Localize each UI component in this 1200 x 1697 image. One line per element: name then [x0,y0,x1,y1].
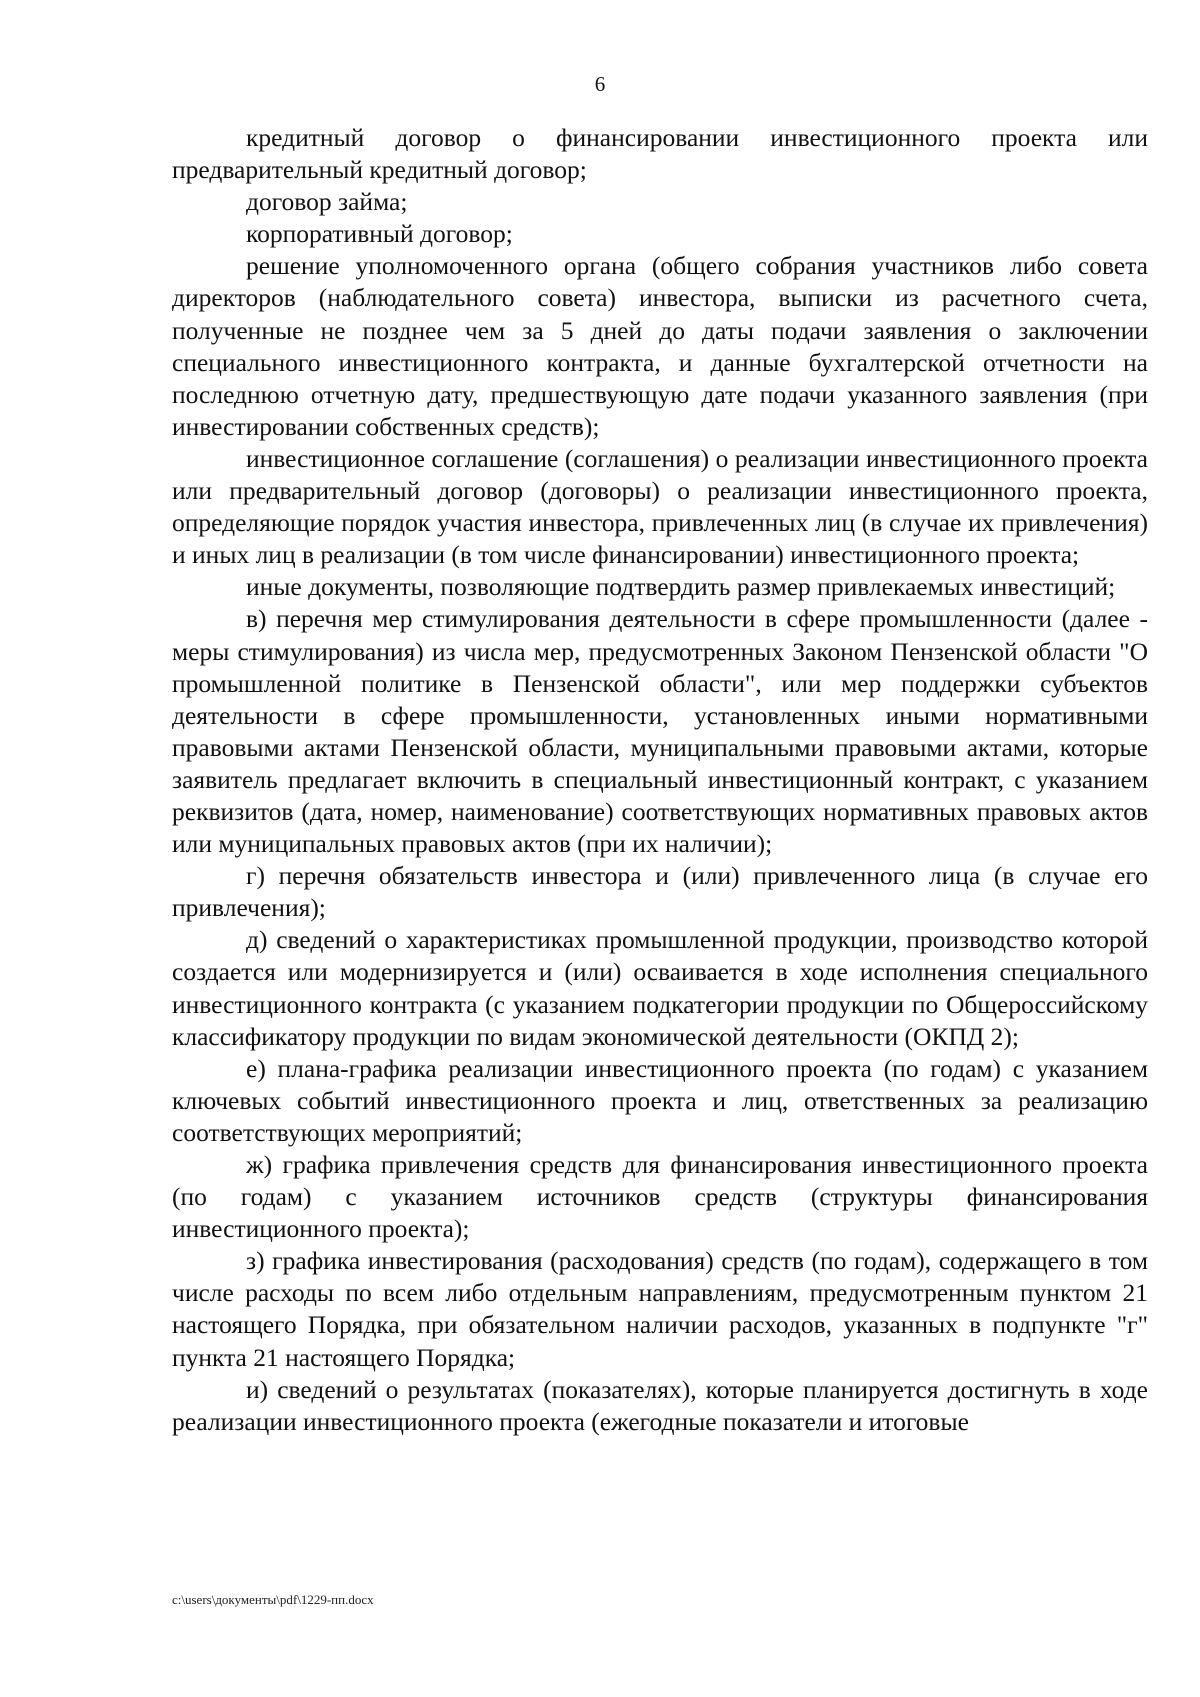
paragraph-item-e: е) плана-графика реализации инвестиционного проекта (по годам) с указанием ключевых событий инвестиционного проекта и лиц, ответственных за реализацию соответствующих мероприятий; [172,1053,1148,1147]
paragraph-item-d: д) сведений о характеристиках промышленной продукции, производство которой создается или модернизируется и (или) осваивается в ходе исполнения специального инвестиционного контракта (с указанием подкатегории продукции по Общероссийскому классификатору продукции по видам экономической деятельности (ОКПД 2); [172,925,1148,1051]
body-text [172,122,1148,1438]
paragraph-item-g: г) перечня обязательств инвестора и (или) привлеченного лица (в случае его привлечения); [172,861,1148,923]
paragraph-corporate-agreement: корпоративный договор; [246,219,513,249]
page-number: 6 [594,72,606,96]
paragraph-item-z: з) графика инвестирования (расходования) средств (по годам), содержащего в том числе расходы по всем либо отдельным направлениям, предусмотренным пунктом 21 настоящего Порядка, при обязательном наличии расходов, указанных в подпункте "г" пункта 21 настоящего Порядка; [172,1246,1148,1372]
paragraph-authorized-body-decision: решение уполномоченного органа (общего собрания участников либо совета директоров (наблюдательного совета) инвестора, выписки из расчетного счета, полученные не позднее чем за 5 дней до даты подачи заявления о заключении специального инвестиционного контракта, и данные бухгалтерской отчетности на последнюю отчетную дату, предшествующую дате подачи указанного заявления (при инвестировании собственных средств); [172,251,1148,441]
footer-file-path: c:\users\документы\pdf\1229-пп.docx [172,1592,374,1607]
paragraph-credit-agreement: кредитный договор о финансировании инвестиционного проекта или предварительный кредитный договор; [172,123,1148,185]
paragraph-item-i: и) сведений о результатах (показателях), которые планируется достигнуть в ходе реализации инвестиционного проекта (ежегодные показатели и итоговые [172,1374,1148,1436]
paragraph-item-v: в) перечня мер стимулирования деятельности в сфере промышленности (далее - меры стимулирования) из числа мер, предусмотренных Законом Пензенской области "О промышленной политике в Пензенской области", или мер поддержки субъектов деятельности в сфере промышленности, установленных иными нормативными правовыми актами Пензенской области, муниципальными правовыми актами, которые заявитель предлагает включить в специальный инвестиционный контракт, с указанием реквизитов (дата, номер, наименование) соответствующих нормативных правовых актов или муниципальных правовых актов (при их наличии); [172,604,1148,859]
paragraph-other-documents: иные документы, позволяющие подтвердить размер привлекаемых инвестиций; [246,572,1116,602]
paragraph-loan-agreement: договор займа; [246,187,408,217]
paragraph-item-zh: ж) графика привлечения средств для финансирования инвестиционного проекта (по годам) с указанием источников средств (структуры финансирования инвестиционного проекта); [172,1150,1148,1244]
paragraph-investment-agreement: инвестиционное соглашение (соглашения) о реализации инвестиционного проекта или предварительный договор (договоры) о реализации инвестиционного проекта, определяющие порядок участия инвестора, привлеченных лиц (в случае их привлечения) и иных лиц в реализации (в том числе финансировании) инвестиционного проекта; [172,443,1148,570]
